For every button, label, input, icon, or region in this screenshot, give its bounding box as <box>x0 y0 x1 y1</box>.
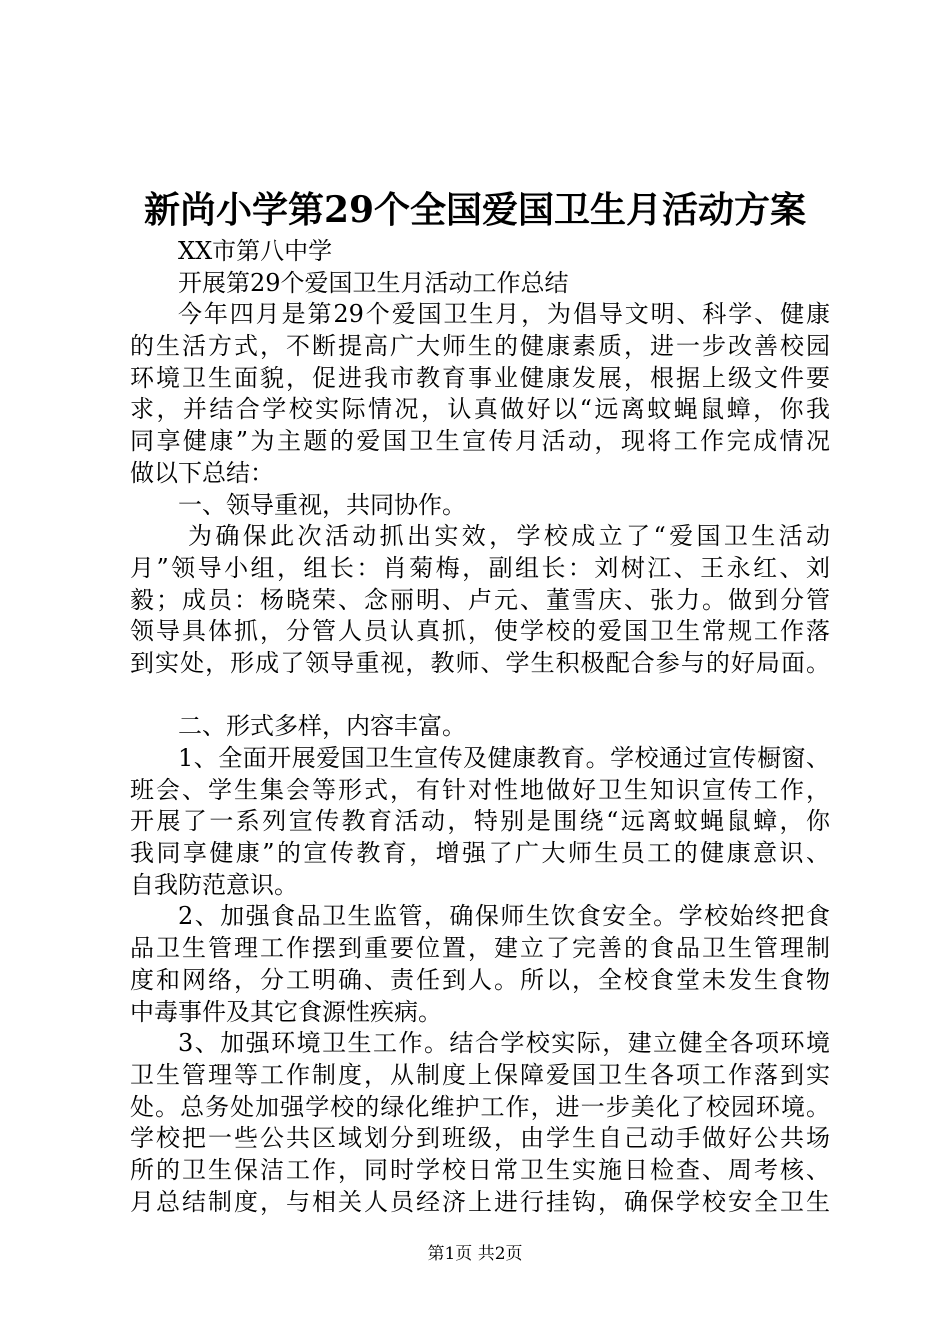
body-line: 环境卫生面貌，促进我市教育事业健康发展，根据上级文件要 <box>130 363 830 392</box>
document-body <box>130 236 830 1218</box>
body-line: 一、领导重视，共同协作。 <box>178 490 466 519</box>
body-line: 的生活方式，不断提高广大师生的健康素质，进一步改善校园 <box>130 332 830 361</box>
body-line: 学校把一些公共区域划分到班级，由学生自己动手做好公共场 <box>130 1124 830 1153</box>
body-line: 自我防范意识。 <box>130 870 298 899</box>
body-line: 卫生管理等工作制度，从制度上保障爱国卫生各项工作落到实 <box>130 1060 830 1089</box>
page-footer: 第1页 共2页 <box>427 1244 523 1264</box>
body-line: 度和网络，分工明确、责任到人。所以，全校食堂未发生食物 <box>130 965 830 994</box>
document-title: 新尚小学第29个全国爱国卫生月活动方案 <box>143 189 807 231</box>
body-line: 领导具体抓，分管人员认真抓，使学校的爱国卫生常规工作落 <box>130 617 830 646</box>
body-line: 开展第29个爱国卫生月活动工作总结 <box>178 268 569 297</box>
body-line: 1、全面开展爱国卫生宣传及健康教育。学校通过宣传橱窗、 <box>178 744 830 772</box>
body-line: 二、形式多样，内容丰富。 <box>178 712 466 741</box>
body-line: 3、加强环境卫生工作。结合学校实际，建立健全各项环境 <box>178 1029 830 1058</box>
body-line: 所的卫生保洁工作，同时学校日常卫生实施日检查、周考核、 <box>130 1155 830 1184</box>
body-line: 求，并结合学校实际情况，认真做好以“远离蚊蝇鼠蟑，你我 <box>130 395 830 424</box>
body-line: 月”领导小组，组长：肖菊梅，副组长：刘树江、王永红、刘 <box>130 553 830 582</box>
body-line: 毅；成员：杨晓荣、念丽明、卢元、董雪庆、张力。做到分管 <box>130 585 830 614</box>
body-line: 开展了一系列宣传教育活动，特别是围绕“远离蚊蝇鼠蟑，你 <box>130 807 830 836</box>
body-line: 处。总务处加强学校的绿化维护工作，进一步美化了校园环境。 <box>130 1092 830 1121</box>
body-line: 月总结制度，与相关人员经济上进行挂钩，确保学校安全卫生 <box>130 1187 830 1216</box>
body-line: 做以下总结： <box>130 458 274 487</box>
body-line: 为确保此次活动抓出实效，学校成立了“爱国卫生活动 <box>188 522 830 551</box>
body-line: 中毒事件及其它食源性疾病。 <box>130 997 442 1026</box>
body-line: 2、加强食品卫生监管，确保师生饮食安全。学校始终把食 <box>178 902 830 931</box>
body-line: 品卫生管理工作摆到重要位置，建立了完善的食品卫生管理制 <box>130 934 830 963</box>
blank-line <box>130 680 830 712</box>
body-line: 今年四月是第29个爱国卫生月，为倡导文明、科学、健康 <box>178 300 830 329</box>
body-line: 我同享健康”的宣传教育，增强了广大师生员工的健康意识、 <box>130 839 830 868</box>
body-line: 到实处，形成了领导重视，教师、学生积极配合参与的好局面。 <box>130 648 830 677</box>
body-line: 同享健康”为主题的爱国卫生宣传月活动，现将工作完成情况 <box>130 427 830 456</box>
body-line: XX市第八中学 <box>178 237 333 265</box>
body-line: 班会、学生集会等形式，有针对性地做好卫生知识宣传工作， <box>130 775 830 804</box>
